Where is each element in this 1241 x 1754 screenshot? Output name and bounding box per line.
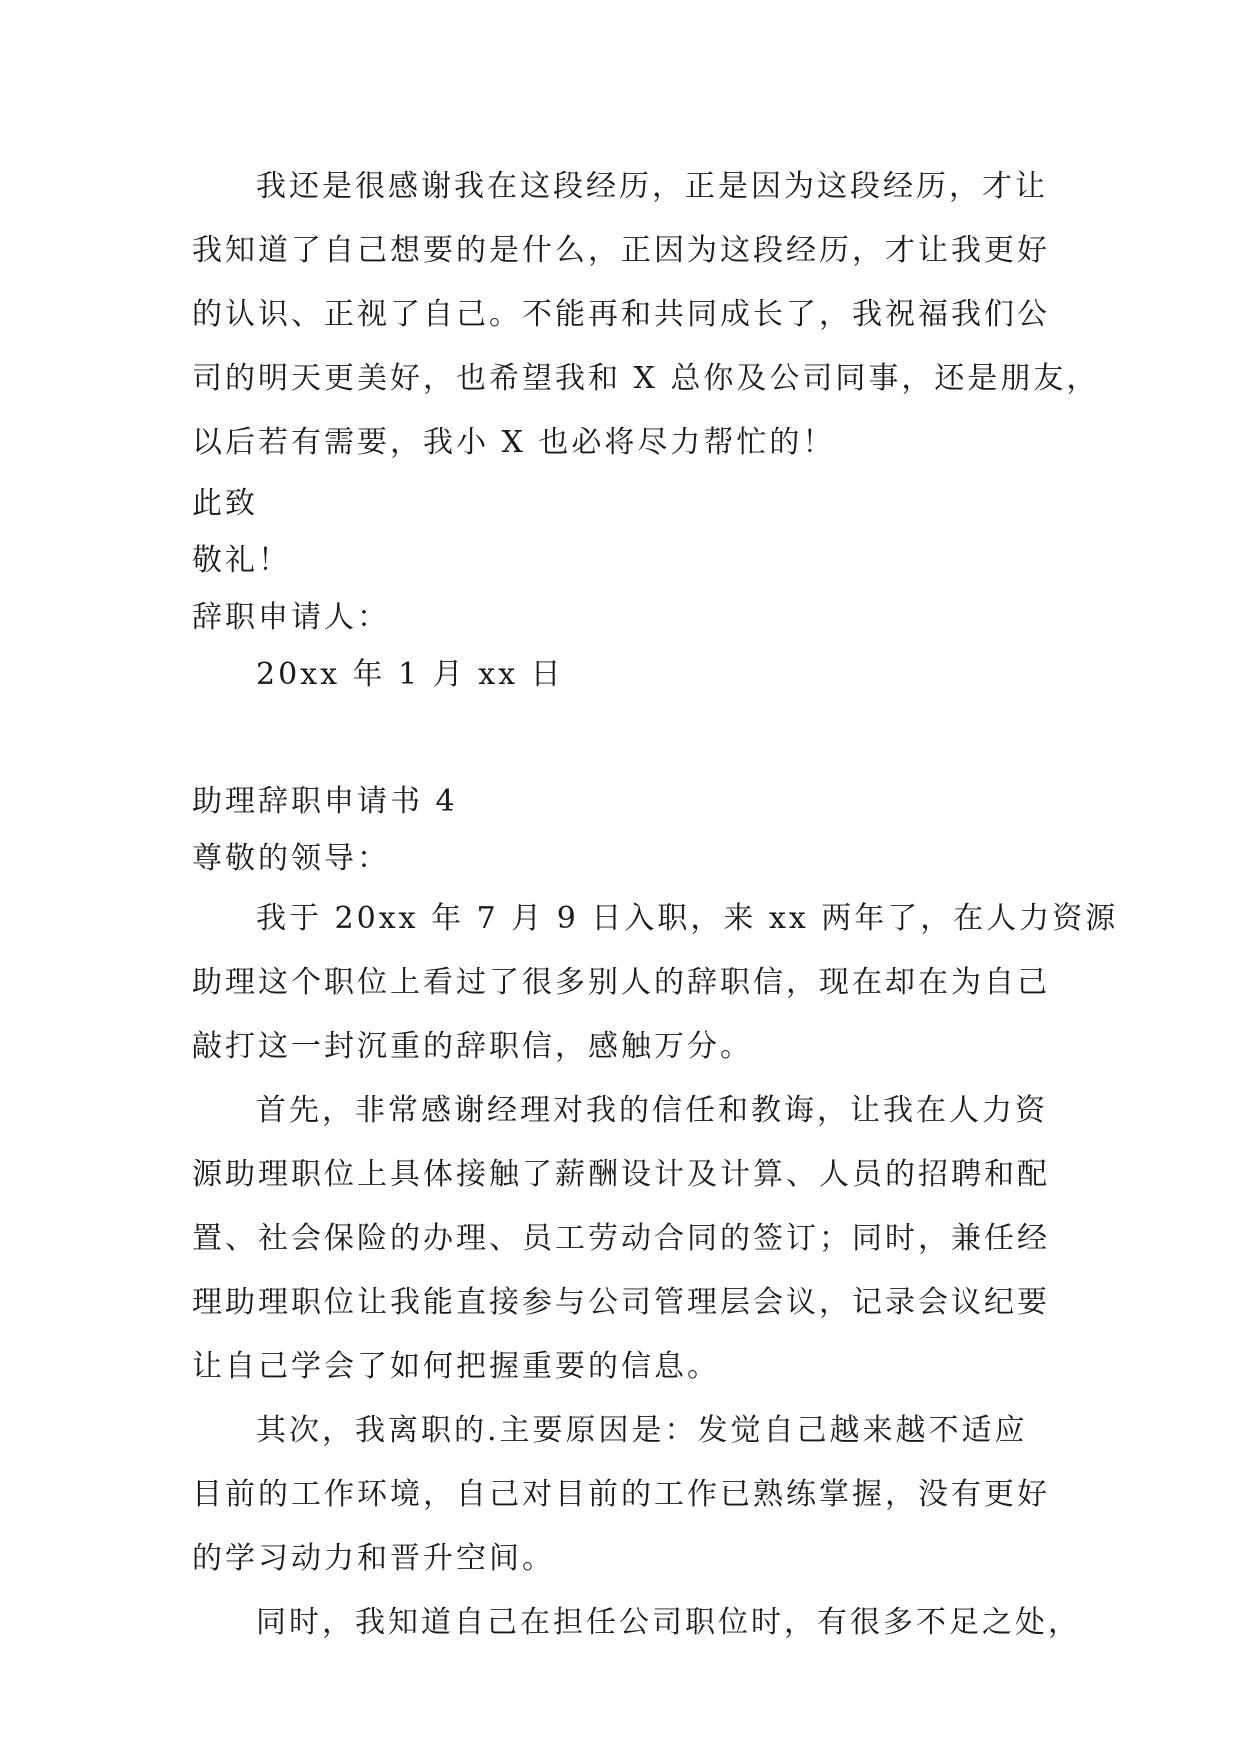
paragraph-line: 理助理职位让我能直接参与公司管理层会议，记录会议纪要: [192, 1285, 1050, 1320]
paragraph-line: 同时，我知道自己在担任公司职位时，有很多不足之处，: [256, 1605, 1081, 1640]
paragraph-line: 敲打这一封沉重的辞职信，感触万分。: [192, 1029, 753, 1064]
document-page: [192, 155, 1119, 1655]
section-title: 助理辞职申请书 4: [192, 784, 458, 819]
paragraph-4: [192, 1591, 1081, 1655]
paragraph-line: 其次，我离职的.主要原因是：发觉自己越来越不适应: [256, 1413, 1028, 1448]
paragraph-line: 让自己学会了如何把握重要的信息。: [192, 1349, 720, 1384]
paragraph-line: 司的明天更美好，也希望我和 X 总你及公司同事，还是朋友，: [192, 361, 1100, 396]
paragraph-line: 以后若有需要，我小 X 也必将尽力帮忙的！: [192, 425, 836, 460]
paragraph-line: 置、社会保险的办理、员工劳动合同的签订；同时，兼任经: [192, 1221, 1050, 1256]
paragraph-line: 首先，非常感谢经理对我的信任和教诲，让我在人力资: [256, 1093, 1048, 1128]
signature-label: 辞职申请人：: [192, 600, 390, 635]
paragraph-line: 目前的工作环境，自己对目前的工作已熟练掌握，没有更好: [192, 1477, 1050, 1512]
paragraph-line: 源助理职位上具体接触了薪酬设计及计算、人员的招聘和配: [192, 1157, 1050, 1192]
letter-date: 20xx 年 1 月 xx 日: [256, 657, 564, 692]
paragraph-line: 的认识、正视了自己。不能再和共同成长了，我祝福我们公: [192, 297, 1050, 332]
salutation: 尊敬的领导：: [192, 841, 390, 876]
section-gap: [192, 703, 1052, 773]
closing-salute: 敬礼！: [192, 543, 291, 578]
paragraph-1: [192, 887, 1119, 1079]
paragraph-line: 我知道了自己想要的是什么，正因为这段经历，才让我更好: [192, 233, 1050, 268]
paragraph-line: 的学习动力和晋升空间。: [192, 1541, 555, 1576]
paragraph-2: [192, 1079, 1052, 1399]
closing-paragraph: [192, 155, 1100, 475]
paragraph-line: 助理这个职位上看过了很多别人的辞职信，现在却在为自己: [192, 965, 1050, 1000]
paragraph-3: [192, 1399, 1052, 1591]
paragraph-line: 我于 20xx 年 7 月 9 日入职，来 xx 两年了，在人力资源: [256, 901, 1119, 936]
closing-phrase: 此致: [192, 486, 258, 521]
paragraph-line: 我还是很感谢我在这段经历，正是因为这段经历，才让: [256, 169, 1048, 204]
